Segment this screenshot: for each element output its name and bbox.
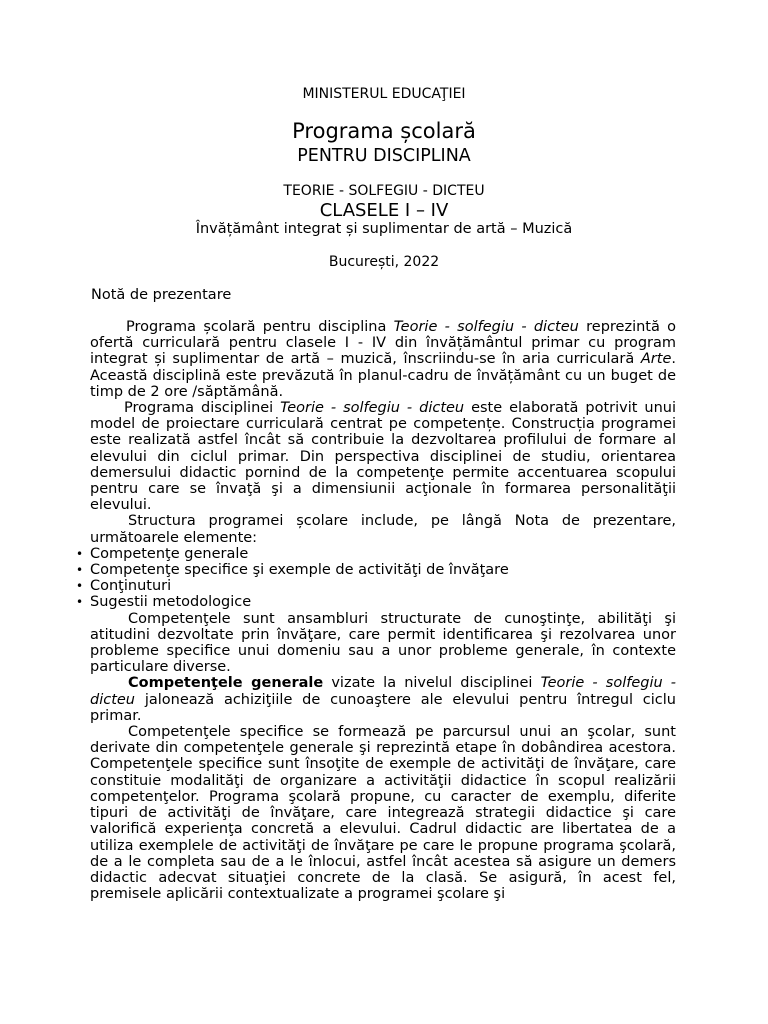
list-item bbox=[76, 594, 676, 611]
curricular-area: Arte bbox=[640, 351, 672, 368]
document-title: Programa școlară bbox=[292, 119, 476, 143]
paragraph-2 bbox=[90, 400, 676, 513]
document-body bbox=[76, 319, 677, 903]
discipline-name: Teorie - solfegiu - dicteu bbox=[90, 675, 677, 708]
paragraph-3: Structura programei școlare include, pe lângă Nota de prezentare, următoarele elemente: bbox=[90, 513, 676, 546]
paragraph-2-text-c: este elaborată potrivit unui model de proiectare curriculară centrat pe competențe. Construcția programei este realizată astfel încât să contribuie la dezvoltarea profilului de formare al elevului din ciclul primar. Din perspectiva disciplinei de studiu, orientarea demersului didactic pornind de la competenţe permite accentuarea scopului pentru care se învaţă şi a dimensiunii acţionale în formarea personalităţii elevului. bbox=[90, 400, 676, 514]
general-competences-term: Competenţele generale bbox=[128, 675, 324, 692]
ministry-name: MINISTERUL EDUCAŢIEI bbox=[302, 86, 466, 102]
list-item bbox=[76, 578, 676, 595]
discipline-name: Teorie - solfegiu - dicteu bbox=[280, 400, 465, 417]
city-year: București, 2022 bbox=[328, 254, 440, 270]
paragraph-1-text-a: Programa școlară pentru disciplina bbox=[126, 319, 394, 335]
list-item bbox=[76, 545, 676, 562]
list-item-label: Sugestii metodologice bbox=[90, 594, 252, 611]
subject-name: TEORIE - SOLFEGIU - DICTEU bbox=[283, 183, 485, 199]
elements-list bbox=[76, 545, 676, 611]
paragraph-1-text-e: . Această disciplină este prevăzută în planul-cadru de învățământ cu un buget de timp de 2 ore /săptămână. bbox=[90, 351, 676, 400]
classes-heading: CLASELE I – IV bbox=[319, 200, 449, 221]
paragraph-5 bbox=[90, 675, 676, 724]
list-item-label: Competenţe generale bbox=[90, 545, 249, 562]
paragraph-6: Competenţele specifice se formează pe parcursul unui an şcolar, sunt derivate din competenţele generale şi reprezintă etape în dobândirea acestora. Competenţele specifice sunt însoţite de exemple de activităţi de învăţare, care constituie modalităţi de organizare a activităţii didactice în scopul realizării competenţelor. Programa şcolară propune, cu caracter de exemplu, diferite tipuri de activităţi de învăţare, care integrează strategii didactice şi care valorifică experienţa concretă a elevului. Cadrul didactic are libertatea de a utiliza exemplele de activităţi de învăţare pe care le propune programa şcolară, de a le completa sau de a le înlocui, astfel încât acestea să asigure un demers didactic adecvat situaţiei concrete de la clasă. Se asigură, în acest fel, premisele aplicării contextualizate a programei şcolare şi bbox=[90, 724, 676, 903]
document-subtitle: PENTRU DISCIPLINA bbox=[297, 146, 471, 166]
education-type: Învățământ integrat și suplimentar de artă – Muzică bbox=[195, 221, 573, 237]
discipline-name: Teorie - solfegiu - dicteu bbox=[393, 319, 579, 335]
paragraph-1-text-c: reprezintă o ofertă curriculară pentru clasele I - IV din învățământul primar cu program integrat și suplimentar de artă – muzică, înscriindu-se în aria curriculară bbox=[90, 319, 677, 368]
paragraph-5-text-d: jalonează achiziţiile de cunoaştere ale elevului pentru întregul ciclu primar. bbox=[90, 691, 676, 724]
paragraph-5-text-b: vizate la nivelul disciplinei bbox=[323, 675, 541, 692]
paragraph-2-text-a: Programa disciplinei bbox=[124, 400, 281, 417]
paragraph-1 bbox=[90, 319, 676, 400]
bullet-icon: • bbox=[76, 546, 84, 561]
list-item-label: Conţinuturi bbox=[90, 578, 172, 595]
paragraph-4: Competenţele sunt ansambluri structurate de cunoştinţe, abilităţi şi atitudini dezvoltate prin învăţare, care permit identificarea şi rezolvarea unor probleme specifice unui domeniu sau a unor probleme generale, în contexte particulare diverse. bbox=[90, 610, 676, 676]
list-item-label: Competenţe specifice şi exemple de activităţi de învăţare bbox=[90, 562, 509, 579]
bullet-icon: • bbox=[76, 579, 84, 594]
bullet-icon: • bbox=[76, 595, 84, 610]
section-heading: Notă de prezentare bbox=[91, 287, 232, 303]
list-item bbox=[76, 562, 676, 579]
bullet-icon: • bbox=[76, 563, 84, 578]
